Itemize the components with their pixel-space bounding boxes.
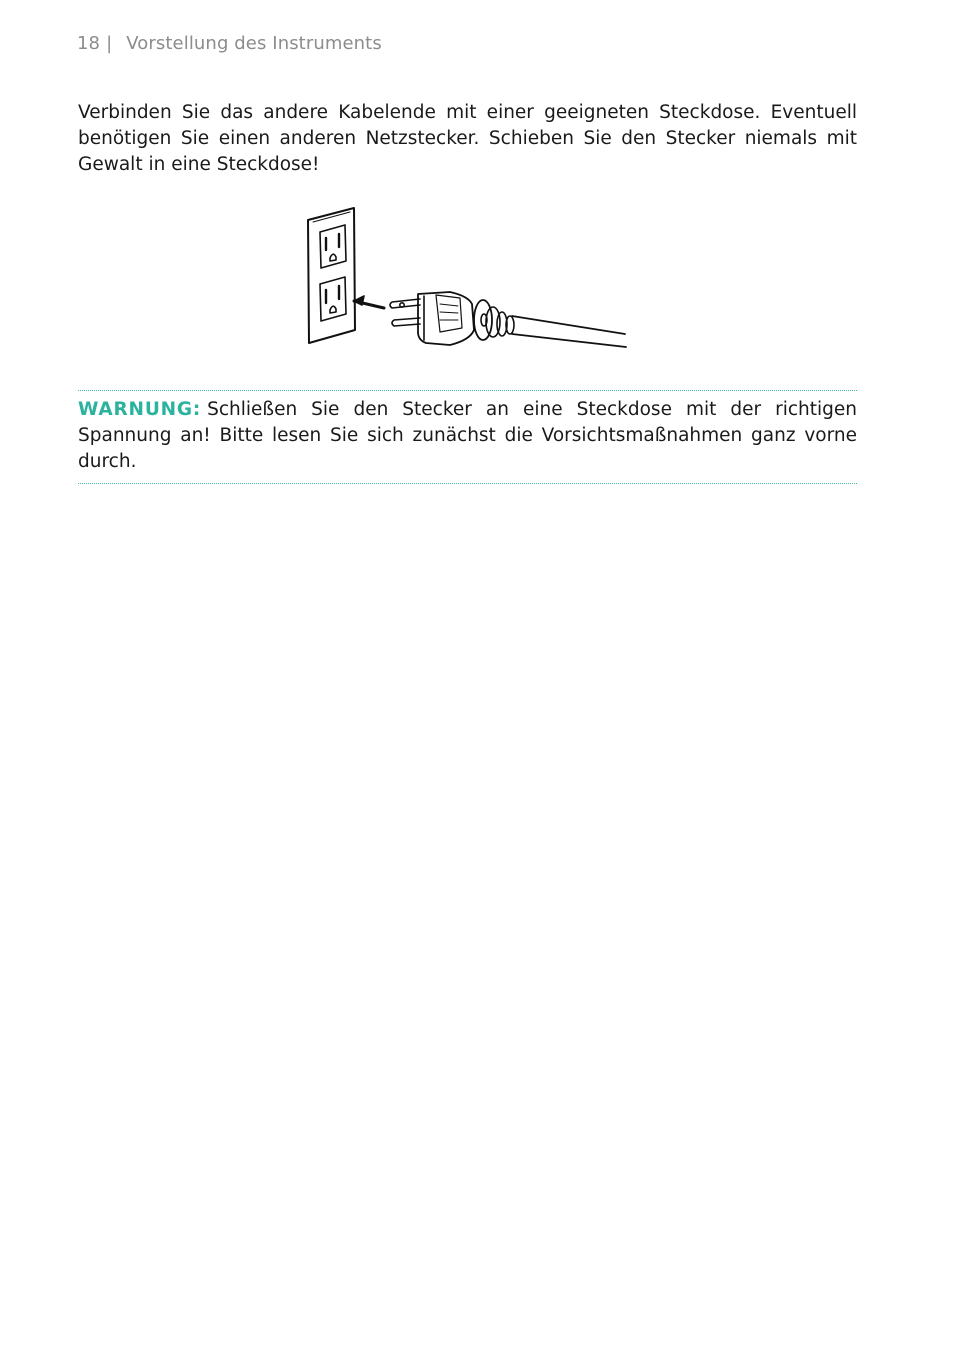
page-number: 18 — [77, 33, 101, 54]
warning-text — [78, 397, 857, 475]
warning-message: Schließen Sie den Stecker an eine Steckdose mit der richtigen Spannung an! Bitte lesen Sie sich zunächst die Vorsichtsmaßnahmen ganz vorne durch. — [78, 399, 857, 472]
header-separator: | — [106, 33, 113, 54]
warning-label: WARNUNG: — [78, 399, 202, 420]
section-title: Vorstellung des Instruments — [126, 33, 382, 54]
warning-box — [78, 390, 857, 484]
plug-outlet-figure — [300, 200, 640, 360]
power-plug-into-outlet-illustration-icon — [300, 200, 640, 360]
instruction-paragraph: Verbinden Sie das andere Kabelende mit einer geeigneten Steckdose. Eventuell benötigen Sie einen anderen Netzstecker. Schieben Sie den Stecker niemals mit Gewalt in eine Steckdose! — [78, 102, 857, 175]
page-header — [77, 33, 382, 54]
